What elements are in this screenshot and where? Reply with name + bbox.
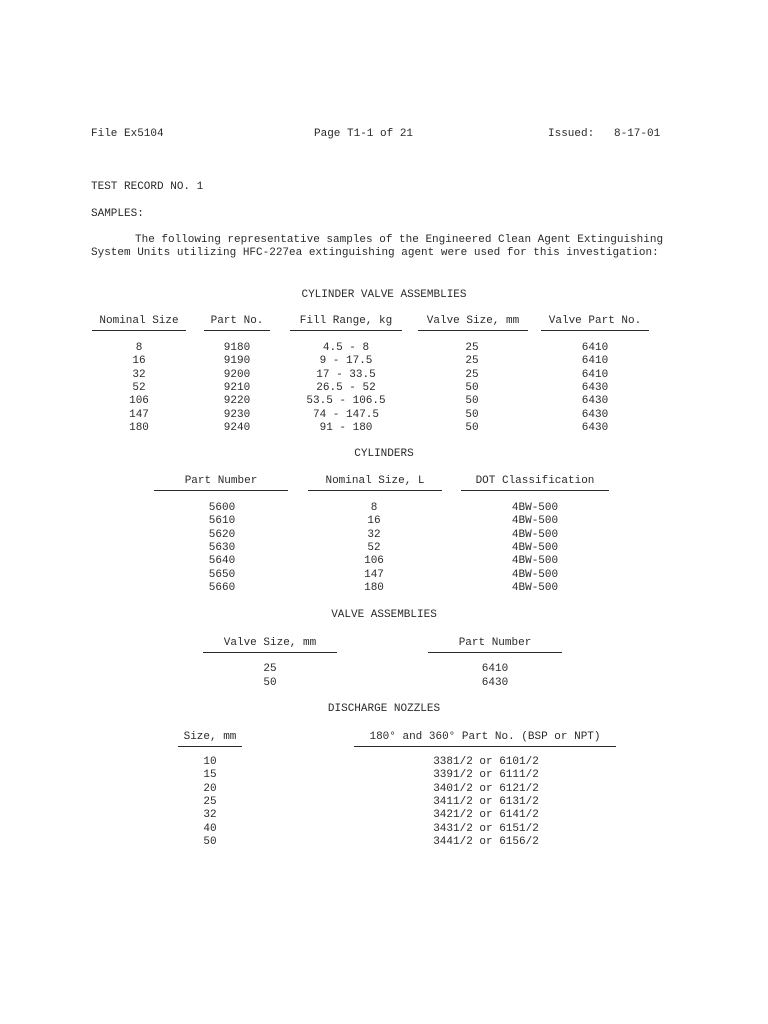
column-header: Nominal Size, L	[308, 475, 442, 491]
file-number: File Ex5104	[91, 128, 164, 140]
column-header: Size, mm	[178, 731, 242, 747]
table-row	[0, 663, 768, 676]
table-cell: 3421/2 or 6141/2	[433, 809, 539, 822]
table-cell: 6430	[481, 676, 509, 689]
table-cell: 53.5 - 106.5	[306, 395, 386, 408]
table-cell: 15	[203, 769, 217, 782]
table-cell: 6430	[581, 408, 609, 421]
table-cell: 4BW-500	[511, 502, 559, 514]
table-row	[0, 529, 768, 542]
table-cell: 5640	[208, 555, 236, 568]
table-row	[0, 823, 768, 836]
table-cell: 9210	[223, 381, 251, 394]
table-cell: 91 - 180	[319, 421, 373, 434]
table-cell: 50	[465, 408, 479, 421]
table-row	[0, 582, 768, 595]
table-cell: 9190	[223, 355, 251, 368]
table-cell: 5660	[208, 581, 236, 594]
table-cell: 9 - 17.5	[319, 355, 373, 368]
column-header: Part Number	[154, 475, 288, 491]
table-row	[0, 515, 768, 528]
page-number: Page T1-1 of 21	[314, 128, 414, 140]
column-header: Part Number	[428, 637, 562, 653]
table-row	[0, 677, 768, 690]
column-header: Nominal Size	[92, 315, 186, 331]
table-cell: 5650	[208, 568, 236, 581]
table-cell: 50	[465, 421, 479, 434]
section-title-discharge-nozzles: DISCHARGE NOZZLES	[327, 703, 441, 715]
intro-paragraph-text: The following representative samples of the Engineered Clean Agent Extinguishing System Units utilizing HFC-227ea extinguishing agent were used for this investigation:	[91, 234, 664, 260]
table-cell: 5610	[208, 515, 236, 528]
table-cell: 52	[132, 381, 146, 394]
table-row	[0, 756, 768, 769]
table-row	[0, 783, 768, 796]
table-row	[0, 836, 768, 849]
table-cell: 6430	[581, 395, 609, 408]
table-cell: 147	[129, 408, 149, 421]
table-cell: 6430	[581, 381, 609, 394]
column-header: Valve Part No.	[541, 315, 649, 331]
test-record-title: TEST RECORD NO. 1	[91, 181, 204, 193]
table-cell: 25	[263, 663, 277, 675]
table-cell: 40	[203, 822, 217, 835]
column-header: DOT Classification	[461, 475, 609, 491]
table-row	[0, 355, 768, 368]
issued-date: 8-17-01	[614, 128, 661, 140]
table-row	[0, 382, 768, 395]
table-cell: 32	[203, 809, 217, 822]
table-cell: 32	[132, 368, 146, 381]
column-header: Part No.	[204, 315, 270, 331]
samples-label: SAMPLES:	[91, 208, 144, 220]
table-cell: 25	[465, 355, 479, 368]
column-header: Valve Size, mm	[203, 637, 337, 653]
section-title-cylinders: CYLINDERS	[354, 448, 414, 460]
table-cell: 8	[370, 502, 378, 514]
table-cell: 50	[203, 835, 217, 848]
table-cell: 10	[203, 756, 217, 768]
table-row	[0, 502, 768, 515]
table-cell: 180	[129, 421, 149, 434]
table-cell: 3431/2 or 6151/2	[433, 822, 539, 835]
table-cell: 74 - 147.5	[312, 408, 379, 421]
table-cell: 4BW-500	[511, 528, 559, 541]
table-cell: 4BW-500	[511, 581, 559, 594]
table-row	[0, 569, 768, 582]
table-cell: 20	[203, 782, 217, 795]
table-row	[0, 809, 768, 822]
table-cell: 6410	[481, 663, 509, 675]
table-cell: 4BW-500	[511, 568, 559, 581]
table-cell: 16	[132, 355, 146, 368]
table-row	[0, 422, 768, 435]
table-cell: 25	[465, 342, 479, 354]
table-cell: 25	[465, 368, 479, 381]
table-cell: 5620	[208, 528, 236, 541]
table-cell: 50	[263, 676, 277, 689]
table-cell: 9230	[223, 408, 251, 421]
table-cell: 26.5 - 52	[316, 381, 376, 394]
table-row	[0, 542, 768, 555]
table-cell: 4BW-500	[511, 515, 559, 528]
table-cell: 8	[135, 342, 143, 354]
intro-paragraph	[91, 234, 671, 261]
table-cell: 106	[129, 395, 149, 408]
table-cell: 3411/2 or 6131/2	[433, 795, 539, 808]
table-cell: 3391/2 or 6111/2	[433, 769, 539, 782]
table-cell: 16	[367, 515, 381, 528]
table-cell: 6410	[581, 355, 609, 368]
table-cell: 50	[465, 381, 479, 394]
table-cell: 6410	[581, 368, 609, 381]
table-row	[0, 796, 768, 809]
table-cell: 9240	[223, 421, 251, 434]
section-title-valve-assemblies: VALVE ASSEMBLIES	[331, 609, 437, 621]
table-cell: 9180	[223, 342, 251, 354]
table-cell: 32	[367, 528, 381, 541]
table-cell: 25	[203, 795, 217, 808]
table-cell: 9200	[223, 368, 251, 381]
table-cell: 3441/2 or 6156/2	[433, 835, 539, 848]
issued-label: Issued:	[548, 128, 595, 140]
table-cell: 6430	[581, 421, 609, 434]
table-cell: 50	[465, 395, 479, 408]
table-cell: 17 - 33.5	[316, 368, 376, 381]
table-cell: 3381/2 or 6101/2	[433, 756, 539, 768]
table-cell: 3401/2 or 6121/2	[433, 782, 539, 795]
table-cell: 9220	[223, 395, 251, 408]
table-row	[0, 409, 768, 422]
column-header: Valve Size, mm	[418, 315, 528, 331]
table-row	[0, 395, 768, 408]
table-row	[0, 555, 768, 568]
table-cell: 180	[364, 581, 384, 594]
table-cell: 4.5 - 8	[322, 342, 370, 354]
table-cell: 106	[364, 555, 384, 568]
table-row	[0, 769, 768, 782]
table-cell: 147	[364, 568, 384, 581]
column-header: 180° and 360° Part No. (BSP or NPT)	[354, 731, 616, 747]
table-cell: 4BW-500	[511, 541, 559, 554]
column-header: Fill Range, kg	[290, 315, 402, 331]
table-cell: 5600	[208, 502, 236, 514]
table-cell: 6410	[581, 342, 609, 354]
section-title-cylinder-valve-assemblies: CYLINDER VALVE ASSEMBLIES	[301, 289, 467, 301]
table-row	[0, 369, 768, 382]
table-row	[0, 342, 768, 355]
table-cell: 52	[367, 541, 381, 554]
table-cell: 5630	[208, 541, 236, 554]
table-cell: 4BW-500	[511, 555, 559, 568]
